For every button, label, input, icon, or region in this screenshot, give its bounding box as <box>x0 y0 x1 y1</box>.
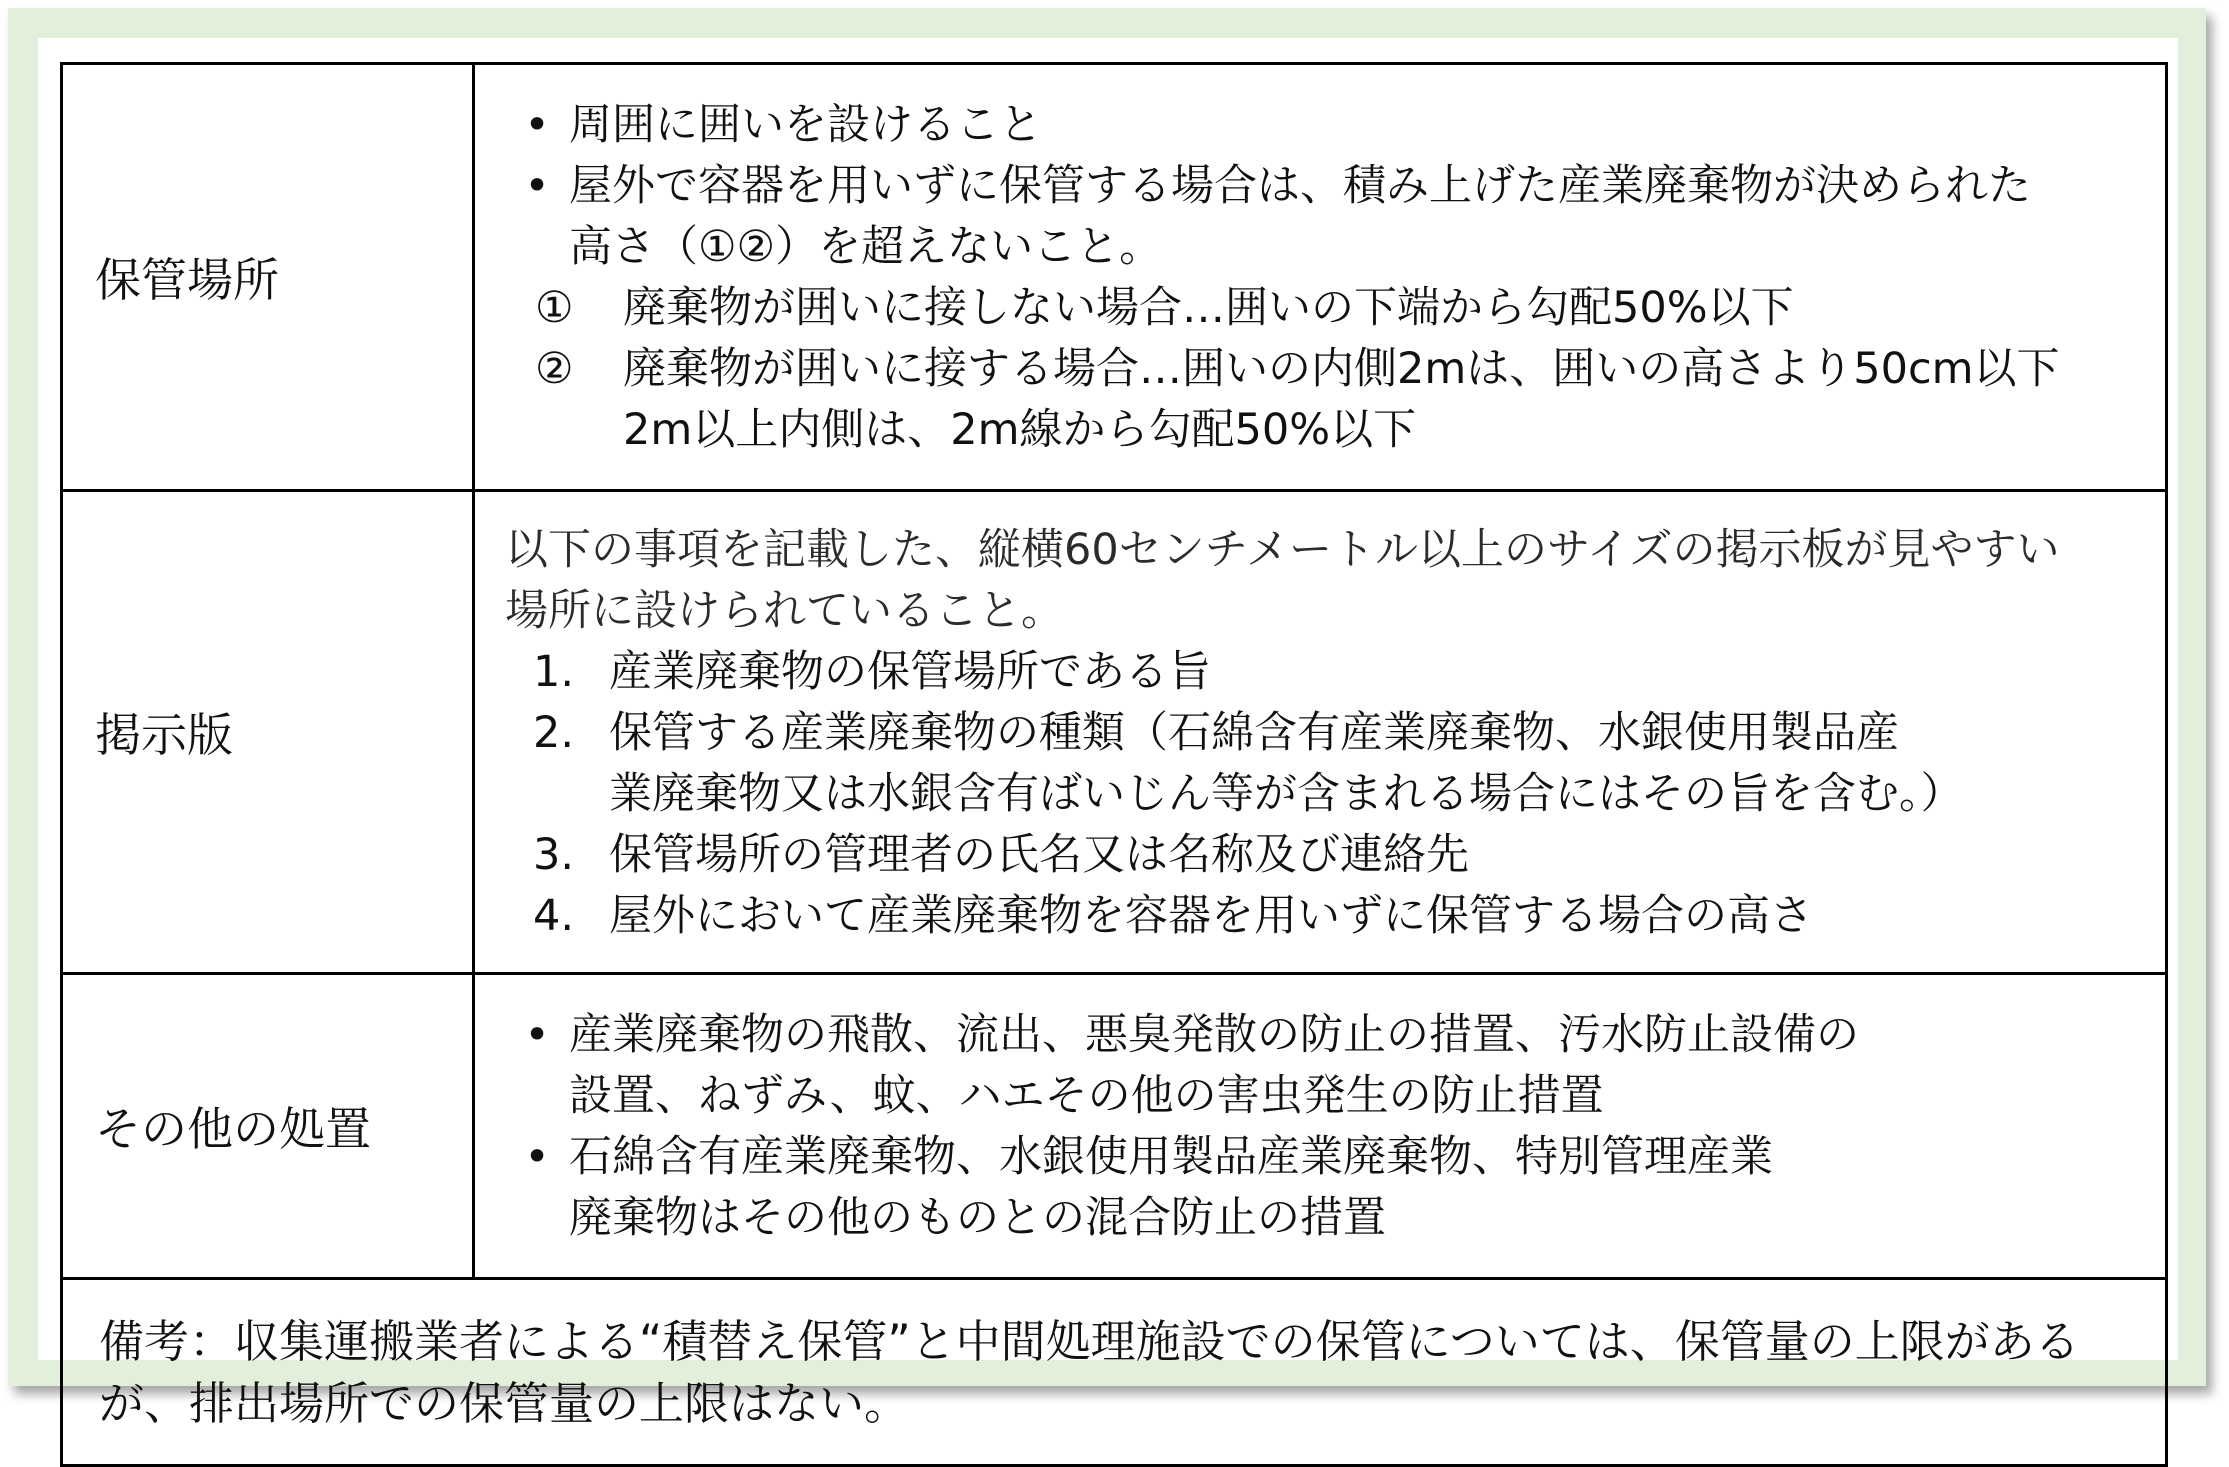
bullet-continuation: 設置、ねずみ、蚊、ハエその他の害虫発生の防止措置 <box>569 1071 1604 1121</box>
list-item-text: 保管場所の管理者の氏名又は名称及び連絡先 <box>609 829 1469 880</box>
row-label-storage-location: 保管場所 <box>62 64 474 491</box>
row-label-signboard: 掲示版 <box>62 491 474 974</box>
list-item <box>505 825 2147 886</box>
list-item <box>505 703 2147 764</box>
bullet-mark: • <box>524 161 550 211</box>
note-text: 備考：収集運搬業者による“積替え保管”と中間処理施設での保管については、保管量の上限がある <box>99 1315 2080 1368</box>
row-content-storage-location <box>474 64 2167 491</box>
list-number: 4. <box>533 890 575 941</box>
bullet-text: 産業廃棄物の飛散、流出、悪臭発散の防止の措置、汚水防止設備の <box>569 1010 1859 1060</box>
intro-text: 以下の事項を記載した、縦横60センチメートル以上のサイズの掲示板が見やすい <box>505 524 2060 575</box>
circled-number-1: ① <box>535 283 574 333</box>
row-label-other-measures: その他の処置 <box>62 974 474 1279</box>
list-number: 3. <box>533 829 575 880</box>
row-content-signboard <box>474 491 2167 974</box>
list-item-text: 廃棄物が囲いに接しない場合…囲いの下端から勾配50%以下 <box>623 283 1794 333</box>
list-item-continuation: 2m以上内側は、2m線から勾配50%以下 <box>623 405 1417 455</box>
list-item-text: 保管する産業廃棄物の種類（石綿含有産業廃棄物、水銀使用製品産 <box>609 707 1899 758</box>
bullet-text: 周囲に囲いを設けること <box>569 100 1042 150</box>
bullet-continuation: 廃棄物はその他のものとの混合防止の措置 <box>569 1193 1386 1243</box>
list-item <box>505 339 2147 400</box>
bullet-item <box>505 156 2147 217</box>
table-row-storage-location <box>62 64 2167 491</box>
list-item-text: 屋外において産業廃棄物を容器を用いずに保管する場合の高さ <box>609 890 1813 941</box>
table-row-signboard <box>62 491 2167 974</box>
bullet-text: 石綿含有産業廃棄物、水銀使用製品産業廃棄物、特別管理産業 <box>569 1132 1773 1182</box>
list-item-continuation: 業廃棄物又は水銀含有ばいじん等が含まれる場合にはその旨を含む。） <box>609 768 1964 819</box>
content-panel <box>38 38 2178 1430</box>
storage-requirements-table <box>60 62 2168 1467</box>
list-item-text: 廃棄物が囲いに接する場合…囲いの内側2mは、囲いの高さより50cm以下 <box>623 344 2060 394</box>
bullet-text: 屋外で容器を用いずに保管する場合は、積み上げた産業廃棄物が決められた <box>569 161 2031 211</box>
note-cell <box>62 1279 2167 1466</box>
bullet-mark: • <box>524 1010 550 1060</box>
bullet-continuation: 高さ（①②）を超えないこと。 <box>569 222 1163 272</box>
bullet-item <box>505 95 2147 156</box>
table-row-other-measures <box>62 974 2167 1279</box>
table-row-note <box>62 1279 2167 1466</box>
list-item <box>505 642 2147 703</box>
list-item <box>505 886 2147 947</box>
bullet-item <box>505 1127 2147 1188</box>
list-number: 1. <box>533 646 575 697</box>
bullet-mark: • <box>524 1132 550 1182</box>
list-number: 2. <box>533 707 575 758</box>
note-text: が、排出場所での保管量の上限はない。 <box>99 1377 910 1430</box>
bullet-mark: • <box>524 100 550 150</box>
page-frame <box>8 8 2206 1430</box>
height-condition-list <box>505 278 2147 461</box>
row-content-other-measures <box>474 974 2167 1279</box>
list-item-text: 産業廃棄物の保管場所である旨 <box>609 646 1211 697</box>
list-item <box>505 278 2147 339</box>
intro-text: 場所に設けられていること。 <box>505 585 1064 636</box>
bullet-item <box>505 1005 2147 1066</box>
circled-number-2: ② <box>535 344 574 394</box>
